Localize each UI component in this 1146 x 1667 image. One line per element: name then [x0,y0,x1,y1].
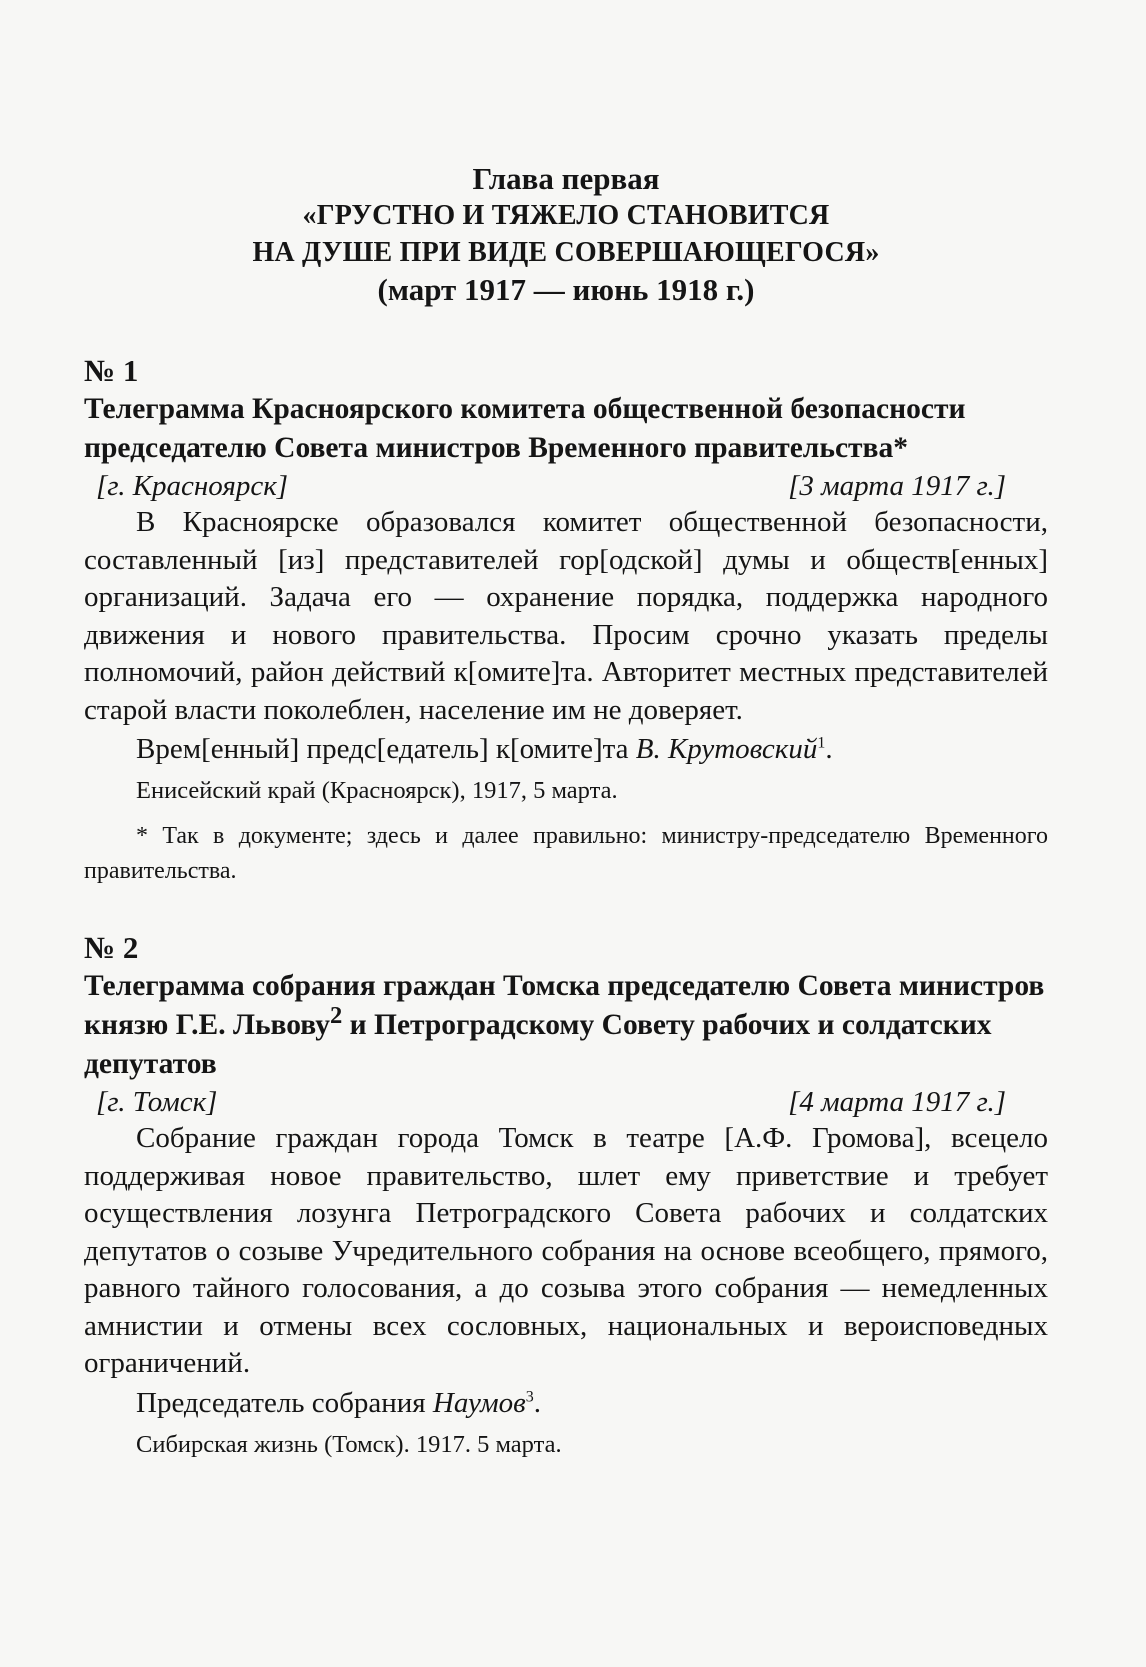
document-number: № 2 [84,930,139,965]
footnote-ref: 1 [817,734,826,752]
document-signature [84,729,1048,769]
signature-name: В. Крутовский [635,733,818,765]
document-body: Собрание граждан города Томск в театре [А.Ф. Громова], всецело поддерживая новое правительство, шлет ему приветствие и требует осуществления лозунга Петроградского Совета рабочих и солдатских депутатов о созыве Учредительного собрания на основе всеобщего, прямого, равного тайного голосования, а до созыва этого собрания — немедленных амнистии и отмены всех сословных, национальных и вероисповедных ограничений. [84,1122,1048,1379]
document-2 [84,929,1048,1465]
signature-suffix: . [825,733,833,765]
chapter-title: Глава первая [472,161,660,196]
document-place: [г. Красноярск] [96,470,289,502]
document-source: Енисейский край (Красноярск), 1917, 5 марта. [136,777,618,804]
footnote-ref: 3 [525,1387,534,1405]
document-place: [г. Томск] [96,1086,218,1118]
document-date: [3 марта 1917 г.] [788,470,1006,502]
document-meta [84,468,1048,504]
signature-prefix: Врем[енный] предс[едатель] к[омите]та [136,733,636,765]
title-part-2: и Петроградскому Совету рабочих и солдатских депутатов [84,1009,992,1080]
document-footnote: * Так в документе; здесь и далее правильно: министру-председателю Временного правительства. [84,823,1048,884]
document-1 [84,352,1048,889]
document-body: В Красноярске образовался комитет общественной безопасности, составленный [из] представителей гор[одской] думы и обществ[енных] организаций. Задача его — охранение порядка, поддержка народного движения и нового правительства. Просим срочно указать пределы полномочий, район действий к[омите]та. Авторитет местных представителей старой власти поколеблен, население им не доверяет. [84,506,1048,726]
footnote-ref: 2 [329,1002,343,1030]
chapter-heading [84,160,1048,308]
document-signature [84,1383,1048,1423]
document-meta [84,1084,1048,1120]
chapter-subtitle-line-2: НА ДУШЕ ПРИ ВИДЕ СОВЕРШАЮЩЕГОСЯ» [252,237,880,268]
document-source: Сибирская жизнь (Томск). 1917. 5 марта. [136,1430,562,1458]
chapter-date-range: (март 1917 — июнь 1918 г.) [377,272,755,307]
document-title [84,967,1048,1084]
document-date: [4 марта 1917 г.] [788,1086,1006,1118]
signature-prefix: Председатель собрания [136,1386,433,1419]
signature-suffix: . [533,1386,541,1419]
title-part-1: Телеграмма собрания граждан Томска председателю Совета министров князю Г.Е. Львову [84,970,1045,1041]
chapter-subtitle-line-1: «ГРУСТНО И ТЯЖЕЛО СТАНОВИТСЯ [302,200,830,231]
document-number: № 1 [84,353,139,388]
signature-name: Наумов [432,1386,526,1419]
document-title: Телеграмма Красноярского комитета общественной безопасности председателю Совета министров Временного правительства* [84,393,966,464]
